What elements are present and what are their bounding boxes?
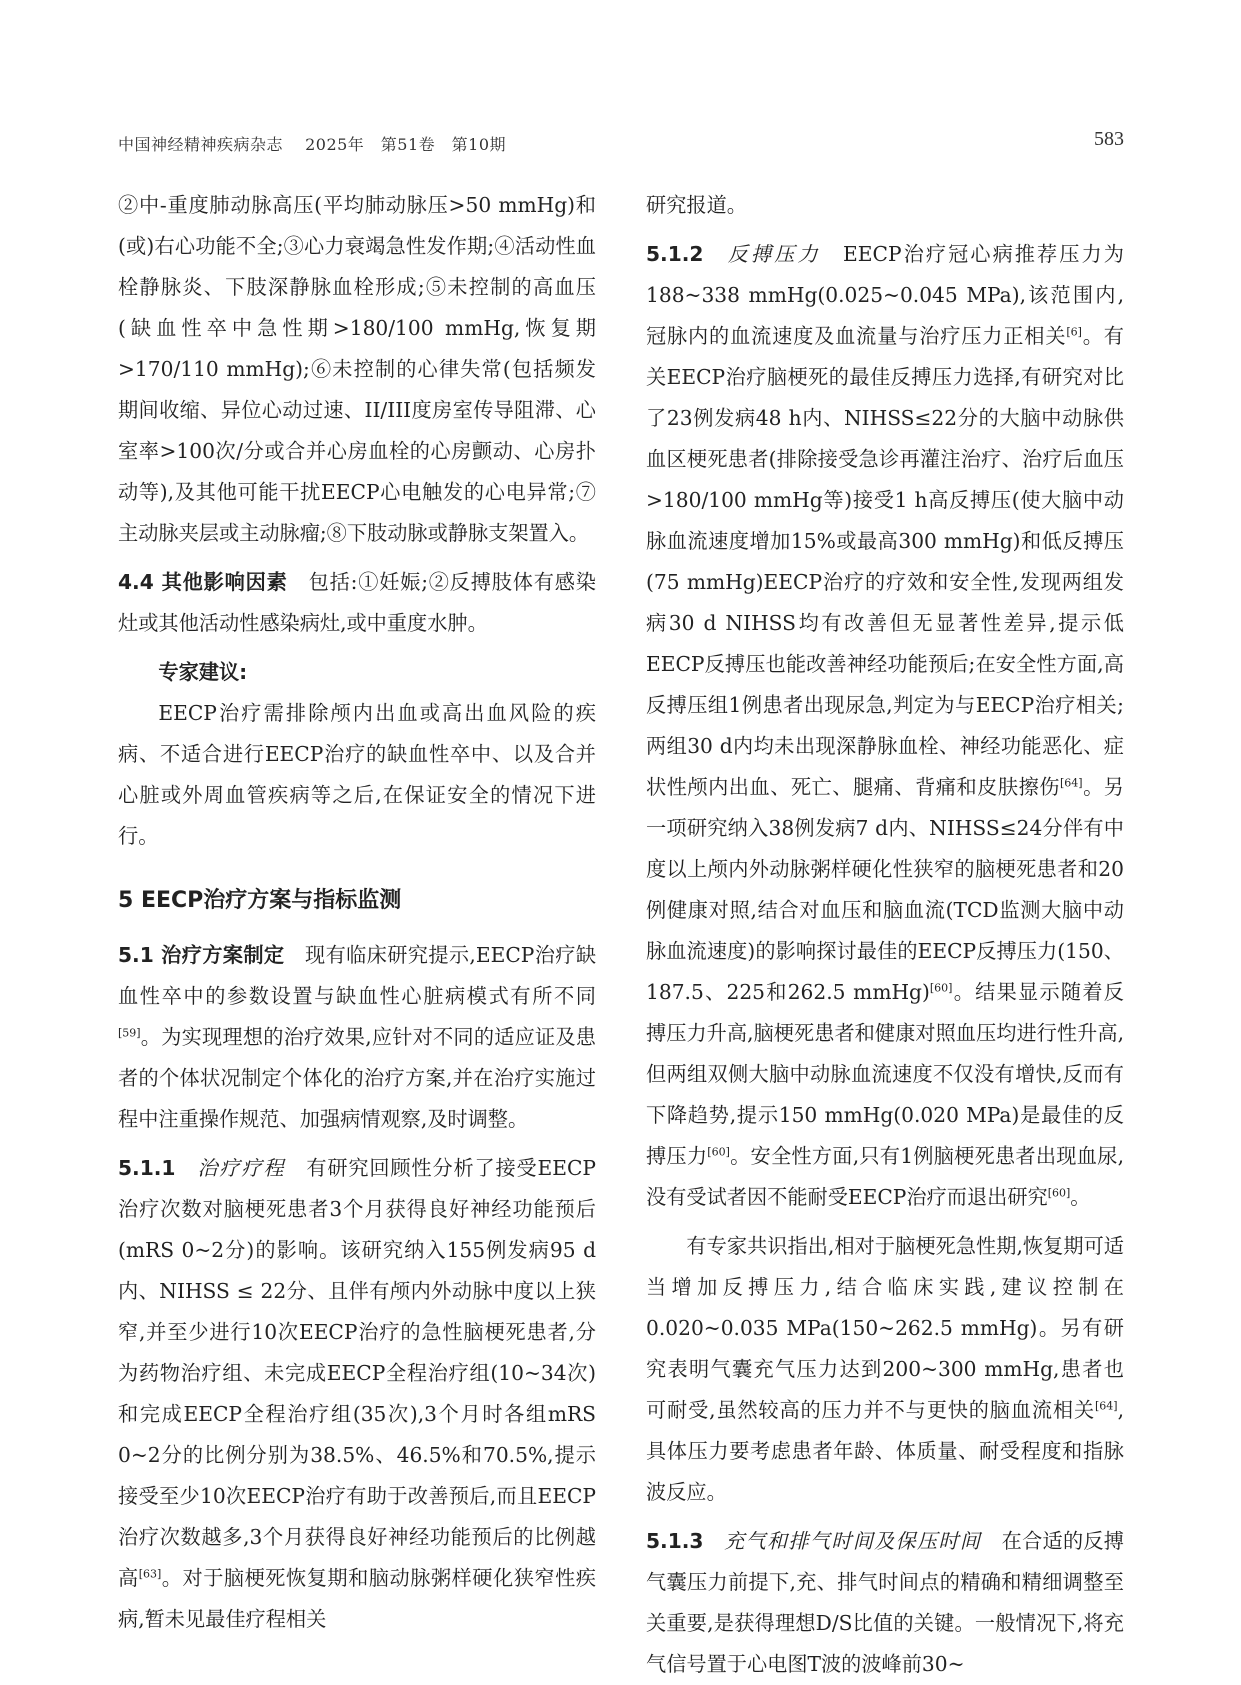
section-5-1-2-title: 反搏压力 — [727, 242, 821, 266]
citation: [63] — [138, 1567, 162, 1581]
contraindication-list: ②中-重度肺动脉高压(平均肺动脉压>50 mmHg)和(或)右心功能不全;③心力衰竭急性发作期;④活动性血栓静脉炎、下肢深静脉血栓形成;⑤未控制的高血压(缺血性卒中急性期>180/100 mmHg,恢复期>170/110 mmHg);⑥未控制的心律失常(包括频发期间收缩、异位心动过速、II/III度房室传导阻滞、心室率>100次/分或合并心房血栓的心房颤动、心房扑动等),及其他可能干扰EECP心电触发的心电异常;⑦主动脉夹层或主动脉瘤;⑧下肢动脉或静脉支架置入。 — [118, 193, 596, 545]
running-header — [118, 128, 1124, 162]
section-5-1-2-text: EECP治疗冠心病推荐压力为188~338 mmHg(0.025~0.045 MPa),该范围内,冠脉内的血流速度及血流量与治疗压力正相关 — [646, 242, 1124, 348]
pressure-consensus-text: 有专家共识指出,相对于脑梗死急性期,恢复期可适当增加反搏压力,结合临床实践,建议控制在0.020~0.035 MPa(150~262.5 mmHg)。另有研究表明气囊充气压力达到200~300 mmHg,患者也可耐受,虽然较高的压力并不与更快的脑血流相关 — [646, 1234, 1124, 1422]
section-5-1-1-number: 5.1.1 — [118, 1156, 176, 1180]
section-5-1-1-title: 治疗疗程 — [197, 1156, 286, 1180]
section-5-1-3-title: 充气和排气时间及保压时间 — [724, 1529, 982, 1553]
expert-advice-label: 专家建议: — [158, 660, 248, 684]
section-5-1-2-text-d: 。结果显示随着反搏压力升高,脑梗死患者和健康对照血压均进行性升高,但两组双侧大脑中动脉血流速度不仅没有增快,反而有下降趋势,提示150 mmHg(0.020 MPa)是最佳的反搏压力 — [646, 980, 1124, 1168]
continuation-text: 研究报道。 — [646, 193, 747, 217]
section-5-1-2-number: 5.1.2 — [646, 242, 704, 266]
page-number: 583 — [1094, 128, 1124, 150]
section-5-1-1-text: 有研究回顾性分析了接受EECP治疗次数对脑梗死患者3个月获得良好神经功能预后(mRS 0~2分)的影响。该研究纳入155例发病95 d内、NIHSS ≤ 22分、且伴有颅内外动脉中度以上狭窄,并至少进行10次EECP治疗的急性脑梗死患者,分为药物治疗组、未完成EECP全程治疗组(10~34次)和完成EECP全程治疗组(35次),3个月时各组mRS 0~2分的比例分别为38.5%、46.5%和70.5%,提示接受至少10次EECP治疗有助于改善预后,而且EECP治疗次数越多,3个月获得良好神经功能预后的比例越高 — [118, 1156, 596, 1590]
journal-info: 中国神经精神疾病杂志 2025年 第51卷 第10期 — [118, 135, 507, 154]
section-5-1-text: 现有临床研究提示,EECP治疗缺血性卒中的参数设置与缺血性心脏病模式有所不同 — [118, 943, 597, 1008]
citation: [59] — [118, 1026, 141, 1040]
section-5-1-3 — [646, 1521, 1124, 1685]
section-4-4-heading: 4.4 其他影响因素 — [118, 570, 288, 594]
pressure-consensus-text-cont: ,具体压力要考虑患者年龄、体质量、耐受程度和指脉波反应。 — [646, 1398, 1124, 1504]
left-column — [118, 185, 596, 1640]
section-5-1-text-cont: 。为实现理想的治疗效果,应针对不同的适应证及患者的个体状况制定个体化的治疗方案,并在治疗实施过程中注重操作规范、加强病情观察,及时调整。 — [118, 1025, 596, 1131]
right-column — [646, 185, 1124, 1685]
citation: [6] — [1066, 325, 1082, 339]
citation: [64] — [1094, 1399, 1118, 1413]
section-5-1-2-text-b: 。有关EECP治疗脑梗死的最佳反搏压力选择,有研究对比了23例发病48 h内、NIHSS≤22分的大脑中动脉供血区梗死患者(排除接受急诊再灌注治疗、治疗后血压>180/100 mmHg等)接受1 h高反搏压(使大脑中动脉血流速度增加15%或最高300 mmHg)和低反搏压(75 mmHg)EECP治疗的疗效和安全性,发现两组发病30 d NIHSS均有改善但无显著性差异,提示低EECP反搏压也能改善神经功能预后;在安全性方面,高反搏压组1例患者出现尿急,判定为与EECP治疗相关;两组30 d内均未出现深静脉血栓、神经功能恶化、症状性颅内出血、死亡、腿痛、背痛和皮肤擦伤 — [646, 324, 1124, 799]
section-5-1-3-number: 5.1.3 — [646, 1529, 704, 1553]
pressure-consensus-paragraph — [646, 1226, 1124, 1513]
section-4-4 — [118, 562, 596, 644]
section-5-1-2-text-f: 。 — [1070, 1185, 1091, 1209]
section-4-4-text: 包括:①妊娠;②反搏肢体有感染灶或其他活动性感染病灶,或中重度水肿。 — [118, 570, 596, 635]
section-5-heading: 5 EECP治疗方案与指标监测 — [118, 888, 402, 913]
citation: [60] — [929, 981, 953, 995]
section-5-1-1-text-cont: 。对于脑梗死恢复期和脑动脉粥样硬化狭窄性疾病,暂未见最佳疗程相关 — [118, 1566, 596, 1631]
expert-advice-text: EECP治疗需排除颅内出血或高出血风险的疾病、不适合进行EECP治疗的缺血性卒中、以及合并心脏或外周血管疾病等之后,在保证安全的情况下进行。 — [118, 701, 596, 848]
citation: [60] — [1047, 1186, 1071, 1200]
section-5-1 — [118, 935, 596, 1140]
citation: [60] — [707, 1145, 730, 1159]
citation: [64] — [1059, 776, 1083, 790]
section-5-1-2-text-e: 。安全性方面,只有1例脑梗死患者出现血尿,没有受试者因不能耐受EECP治疗而退出研究 — [646, 1144, 1124, 1209]
section-5-1-2-text-c: 。另一项研究纳入38例发病7 d内、NIHSS≤24分伴有中度以上颅内外动脉粥样硬化性狭窄的脑梗死患者和20例健康对照,结合对血压和脑血流(TCD监测大脑中动脉血流速度)的影响探讨最佳的EECP反搏压力(150、187.5、225和262.5 mmHg) — [646, 775, 1124, 1004]
section-5-1-1 — [118, 1148, 596, 1640]
section-5-1-heading: 5.1 治疗方案制定 — [118, 943, 285, 967]
section-5-1-2 — [646, 234, 1124, 1218]
section-5-1-3-text: 在合适的反搏气囊压力前提下,充、排气时间点的精确和精细调整至关重要,是获得理想D/S比值的关键。一般情况下,将充气信号置于心电图T波的波峰前30~ — [646, 1529, 1124, 1676]
